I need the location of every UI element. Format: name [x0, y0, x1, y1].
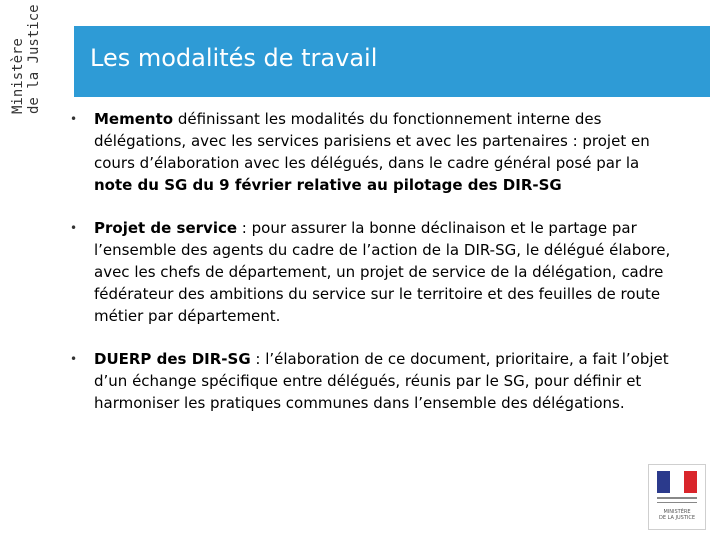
bullet-2-lead: Projet de service: [94, 219, 238, 237]
bullet-3-body: : l’élaboration de ce document, prioritaire, a fait l’objet d’un échange spécifique entre délégués, réunis par le SG, pour définir et harmoniser les pratiques communes dans l’ensemble des délégations.: [94, 350, 669, 412]
bullet-dot-icon: •: [70, 112, 78, 126]
bullet-dot-icon: •: [70, 221, 78, 235]
logo-divider: [657, 502, 697, 503]
french-flag-icon: [657, 471, 697, 493]
bullet-list: [70, 108, 680, 435]
bullet-1-emphasis: note du SG du 9 février relative au pilotage des DIR-SG: [94, 176, 562, 194]
ministry-vertical-logo: [8, 6, 52, 116]
ministry-line-1: Ministère: [10, 38, 26, 114]
ministry-vertical-text: [10, 6, 42, 114]
logo-divider: [657, 497, 697, 499]
logo-line-1: MINISTÈRE: [663, 509, 691, 515]
bullet-3-lead: DUERP des DIR-SG: [94, 350, 251, 368]
page-title: Les modalités de travail: [90, 44, 378, 72]
bullet-memento: [70, 108, 680, 196]
bullet-1-body: définissant les modalités du fonctionnement interne des délégations, avec les services parisiens et avec les partenaires : projet en cours d’élaboration avec les délégués, dans le cadre général posé par la: [94, 110, 650, 172]
logo-text: [651, 509, 703, 521]
bullet-2-body: : pour assurer la bonne déclinaison et le partage par l’ensemble des agents du cadre de l’action de la DIR-SG, le délégué élabore, avec les chefs de département, un projet de service de la délégation, cadre fédérateur des ambitions du service sur le territoire et des feuilles de route métier par département.: [94, 219, 671, 325]
title-bar: [74, 26, 710, 97]
bullet-dot-icon: •: [70, 352, 78, 366]
bullet-projet-de-service: [70, 217, 680, 327]
bullet-1-lead: Memento: [94, 110, 174, 128]
logo-line-2: DE LA JUSTICE: [659, 515, 695, 521]
ministry-logo: [648, 464, 706, 530]
bullet-duerp: [70, 348, 680, 414]
ministry-line-2: de la Justice: [26, 4, 42, 114]
